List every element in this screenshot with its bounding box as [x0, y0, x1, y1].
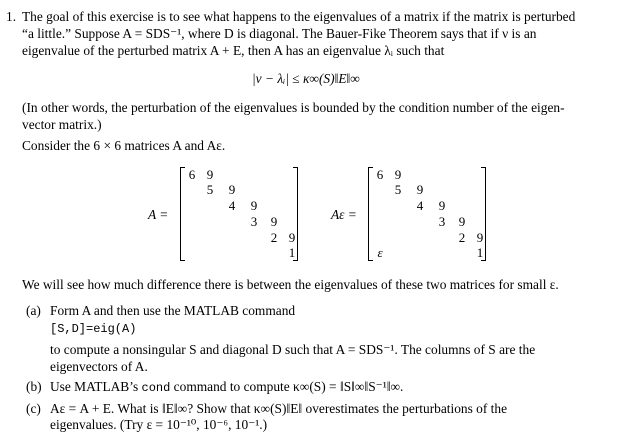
matrix-entry: 9 — [394, 167, 402, 182]
part-c-label: (c) — [26, 401, 41, 416]
matrix-a-label: A = — [148, 207, 169, 222]
part-b-label: (b) — [26, 379, 42, 394]
matrix-entry: 1 — [288, 245, 296, 260]
matlab-cond-command: cond — [141, 381, 171, 395]
part-a-line-1: Form A and then use the MATLAB command — [50, 303, 296, 318]
matrix-entry: 2 — [458, 230, 466, 245]
part-c-line-2: eigenvalues. (Try ε = 10⁻¹⁰, 10⁻⁶, 10⁻¹.) — [50, 417, 268, 432]
matrix-entry: 4 — [228, 198, 236, 213]
part-b-text — [50, 378, 403, 397]
part-a-line-3: eigenvectors of A. — [50, 359, 148, 374]
matrix-entry: 3 — [250, 214, 258, 229]
remark-line-2: vector matrix.) — [22, 117, 102, 132]
matrix-entry: 6 — [376, 167, 384, 182]
part-c-line-1: Aε = A + E. What is ‖E‖∞? Show that κ∞(S)‖E‖ overestimates the perturbations of the — [50, 401, 508, 416]
matrix-entry: 9 — [250, 198, 258, 213]
matrix-entry: 9 — [206, 167, 214, 182]
part-a-line-2: to compute a nonsingular S and diagonal D such that A = SDS⁻¹. The columns of S are the — [50, 342, 536, 357]
matrix-entry: 9 — [228, 182, 236, 197]
problem-number: 1. — [6, 9, 17, 24]
matrix-entry: 9 — [270, 214, 278, 229]
intro-line-3: eigenvalue of the perturbed matrix A + E, then A has an eigenvalue λᵢ such that — [22, 43, 445, 58]
matrix-entry: 5 — [394, 182, 402, 197]
intro-line-2: “a little.” Suppose A = SDS⁻¹, where D is diagonal. The Bauer-Fike Theorem says that if ν is an — [22, 26, 537, 41]
matrix-a — [180, 167, 298, 259]
consider-line: Consider the 6 × 6 matrices A and Aε. — [22, 138, 226, 153]
matrix-entry: ε — [377, 245, 383, 260]
matrix-entry: 9 — [288, 230, 296, 245]
matrix-entry: 4 — [416, 198, 424, 213]
bauer-fike-equation: |ν − λᵢ| ≤ κ∞(S)‖E‖∞ — [252, 71, 360, 86]
matrix-entry: 2 — [270, 230, 278, 245]
matrix-a-epsilon — [368, 167, 486, 259]
matrix-entry: 9 — [476, 230, 484, 245]
matlab-eig-command: [S,D]=eig(A) — [50, 322, 137, 336]
compare-line: We will see how much difference there is between the eigenvalues of these two matrices for small ε. — [22, 277, 559, 292]
matrix-entry: 5 — [206, 182, 214, 197]
left-bracket — [368, 167, 373, 261]
remark-line-1: (In other words, the perturbation of the eigenvalues is bounded by the condition number of the eigen- — [22, 100, 565, 115]
matrix-entry: 9 — [458, 214, 466, 229]
matrix-entry: 9 — [416, 182, 424, 197]
part-a-label: (a) — [26, 303, 41, 318]
matrix-entry: 6 — [188, 167, 196, 182]
part-b-post: command to compute κ∞(S) = ‖S‖∞‖S⁻¹‖∞. — [170, 379, 404, 394]
matrix-entry: 3 — [438, 214, 446, 229]
part-b-pre: Use MATLAB’s — [50, 379, 142, 394]
matrix-entry: 1 — [476, 245, 484, 260]
left-bracket — [180, 167, 185, 261]
matrix-ae-label: Aε = — [331, 207, 357, 222]
intro-line-1: The goal of this exercise is to see what happens to the eigenvalues of a matrix if the matrix is perturbed — [22, 9, 576, 24]
matrix-entry: 9 — [438, 198, 446, 213]
